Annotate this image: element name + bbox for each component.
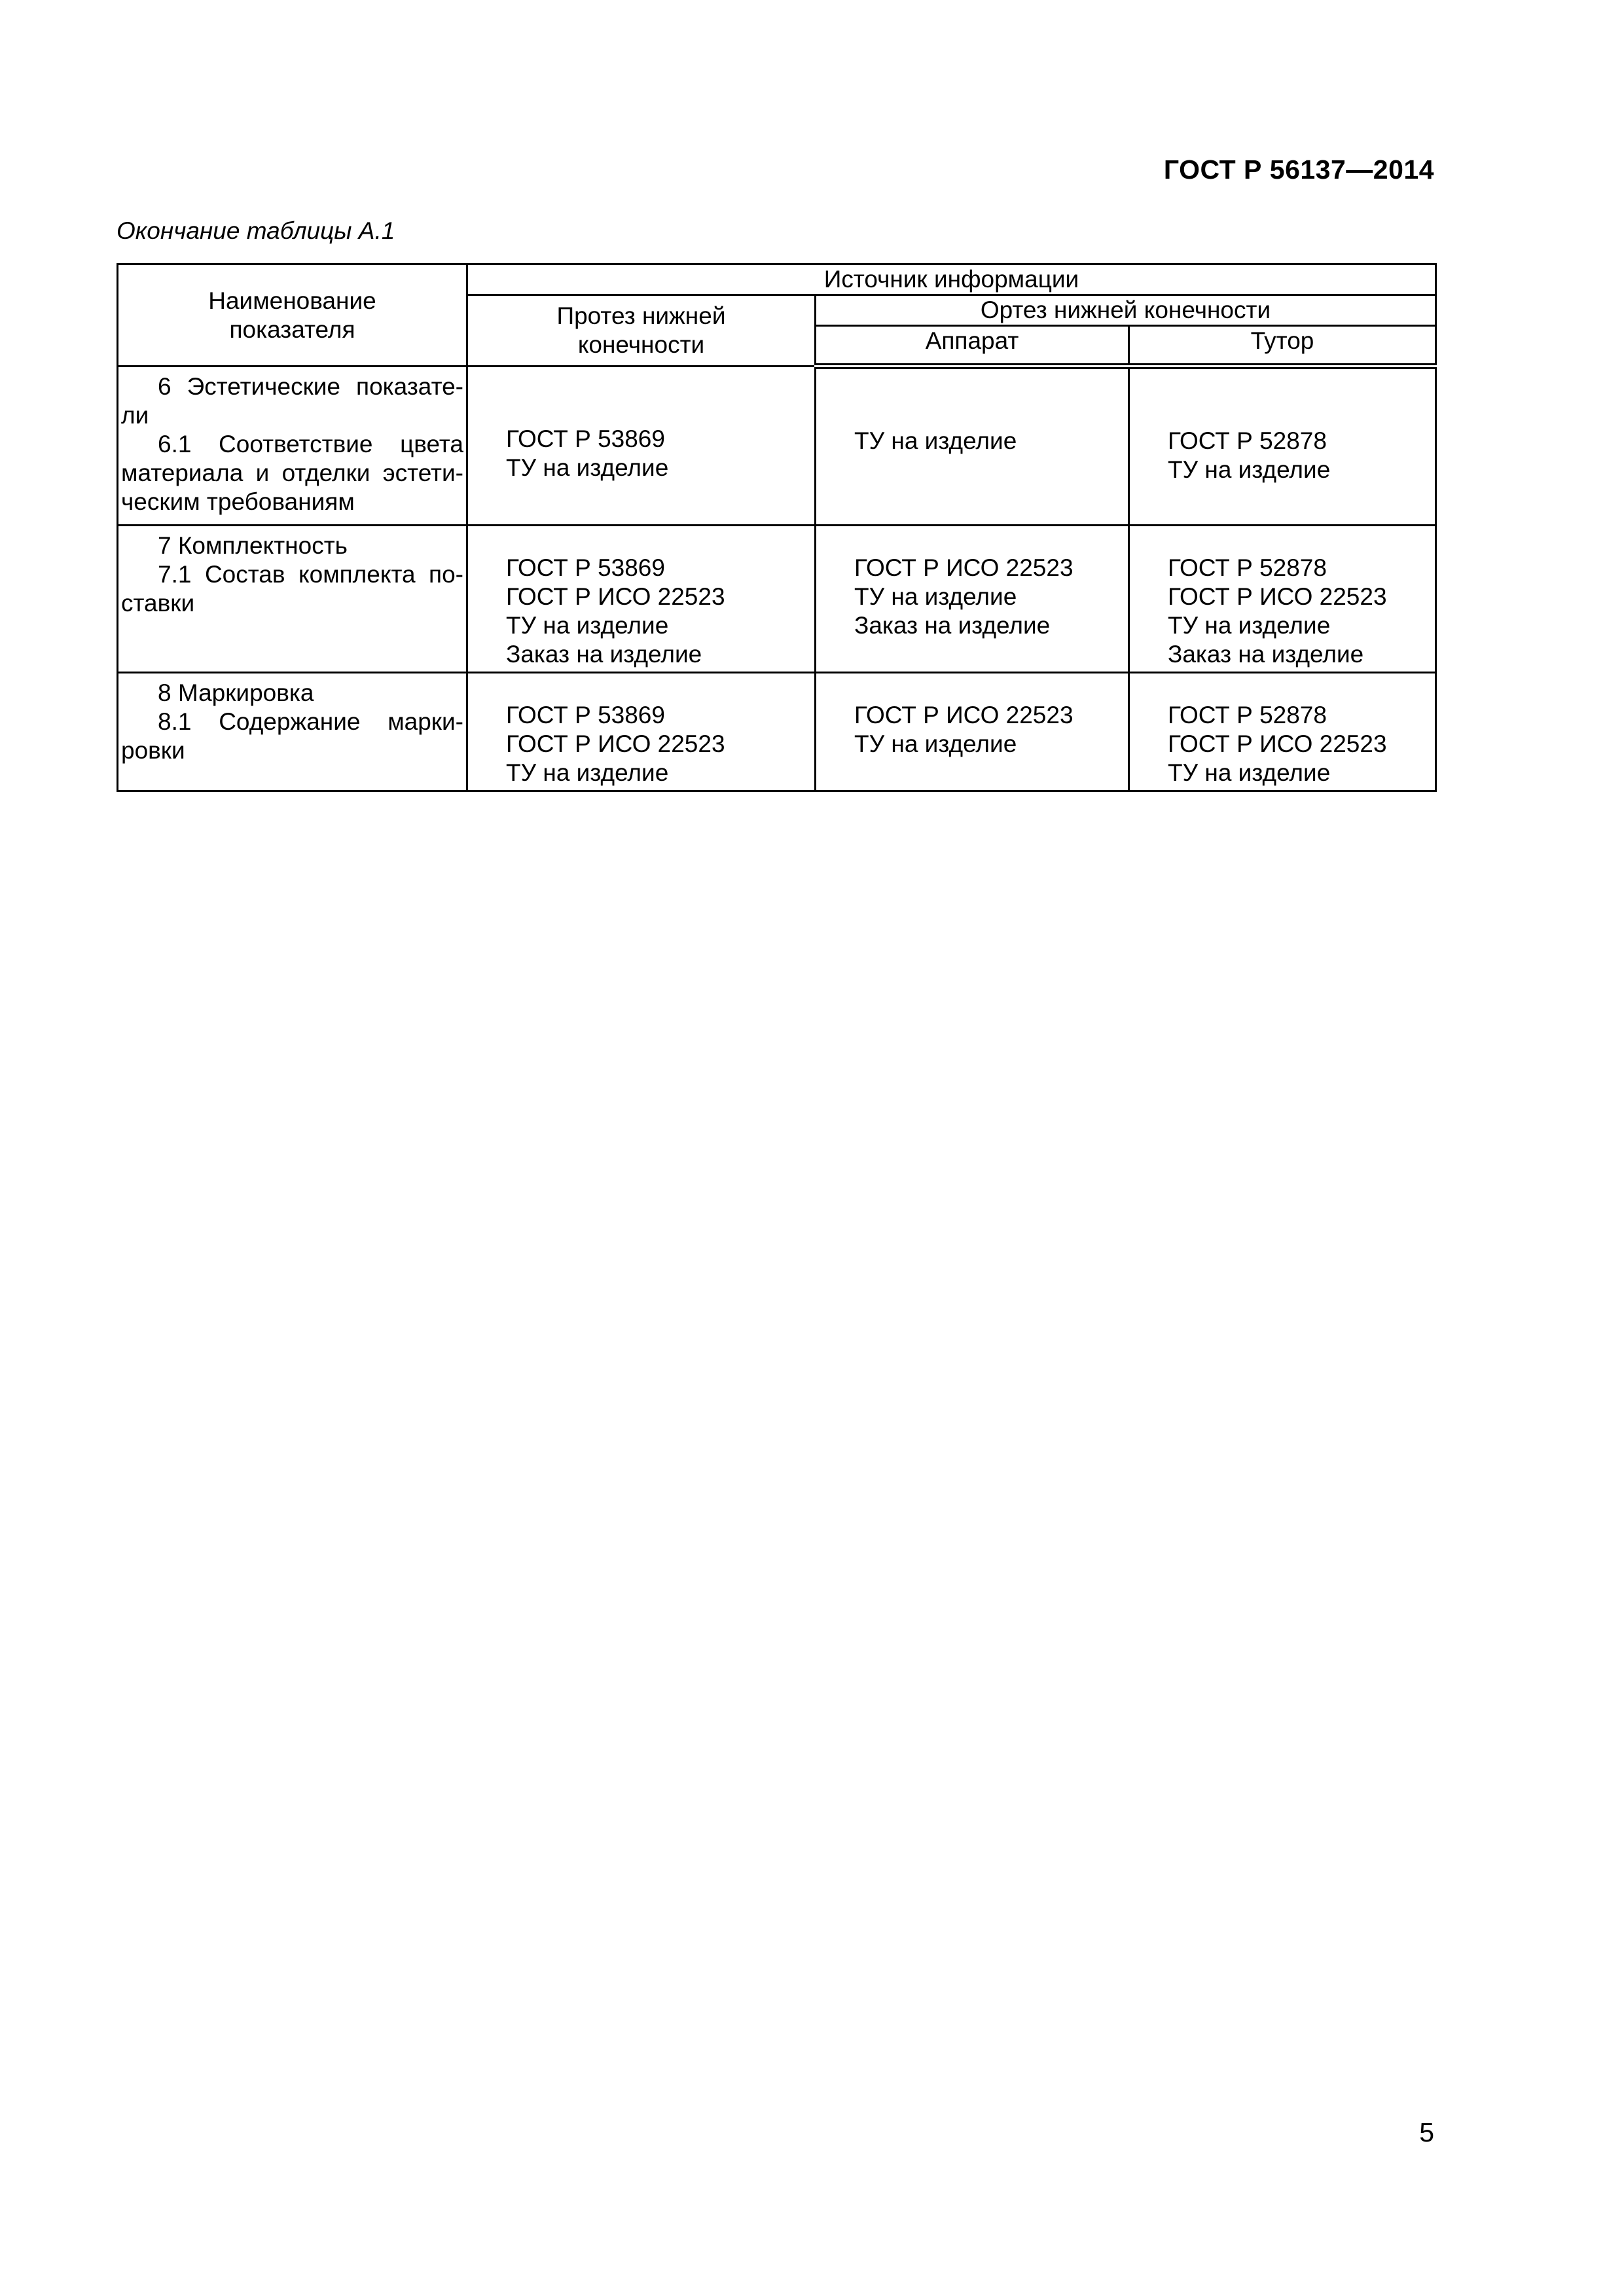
indicator-name-cell [118, 673, 467, 791]
table-row [118, 526, 1436, 673]
prosthesis-source-cell: ГОСТ Р 53869 ТУ на изделие [467, 367, 816, 526]
tutor-source-cell: ГОСТ Р 52878 ТУ на изделие [1129, 367, 1436, 526]
indicator-line: 8.1 Содержание марки-ровки [121, 708, 463, 764]
header-source-group: Источник информации [467, 264, 1436, 295]
tutor-source-cell: ГОСТ Р 52878 ГОСТ Р ИСО 22523 ТУ на изделие Заказ на изделие [1129, 526, 1436, 673]
table-caption: Окончание таблицы А.1 [117, 217, 395, 244]
tutor-source-cell: ГОСТ Р 52878 ГОСТ Р ИСО 22523 ТУ на изделие [1129, 673, 1436, 791]
indicator-name-cell [118, 367, 467, 526]
indicator-line: 8 Маркировка [158, 679, 314, 706]
prosthesis-source-cell: ГОСТ Р 53869 ГОСТ Р ИСО 22523 ТУ на изделие Заказ на изделие [467, 526, 816, 673]
indicator-name-cell [118, 526, 467, 673]
header-row-1 [118, 264, 1436, 295]
page-number: 5 [1419, 2117, 1434, 2147]
header-apparatus: Аппарат [816, 326, 1129, 367]
indicator-line: 7 Комплектность [158, 532, 348, 559]
info-source-table [117, 263, 1437, 792]
header-prosthesis: Протез нижней конечности [467, 295, 816, 367]
document-code: ГОСТ Р 56137—2014 [1163, 154, 1434, 185]
table-row [118, 673, 1436, 791]
apparatus-source-cell: ГОСТ Р ИСО 22523 ТУ на изделие [816, 673, 1129, 791]
apparatus-source-cell: ГОСТ Р ИСО 22523 ТУ на изделие Заказ на изделие [816, 526, 1129, 673]
indicator-line: 6.1 Соответствие цвета материала и отделки эстети-ческим требованиям [121, 431, 463, 515]
header-orthosis-group: Ортез нижней конечности [816, 295, 1436, 326]
apparatus-source-cell: ТУ на изделие [816, 367, 1129, 526]
indicator-line: 7.1 Состав комплекта по-ставки [121, 561, 463, 617]
table-row [118, 367, 1436, 526]
header-indicator-name: Наименование показателя [118, 264, 467, 367]
header-tutor: Тутор [1129, 326, 1436, 367]
prosthesis-source-cell: ГОСТ Р 53869 ГОСТ Р ИСО 22523 ТУ на изделие [467, 673, 816, 791]
indicator-line: 6 Эстетические показате-ли [121, 373, 463, 429]
